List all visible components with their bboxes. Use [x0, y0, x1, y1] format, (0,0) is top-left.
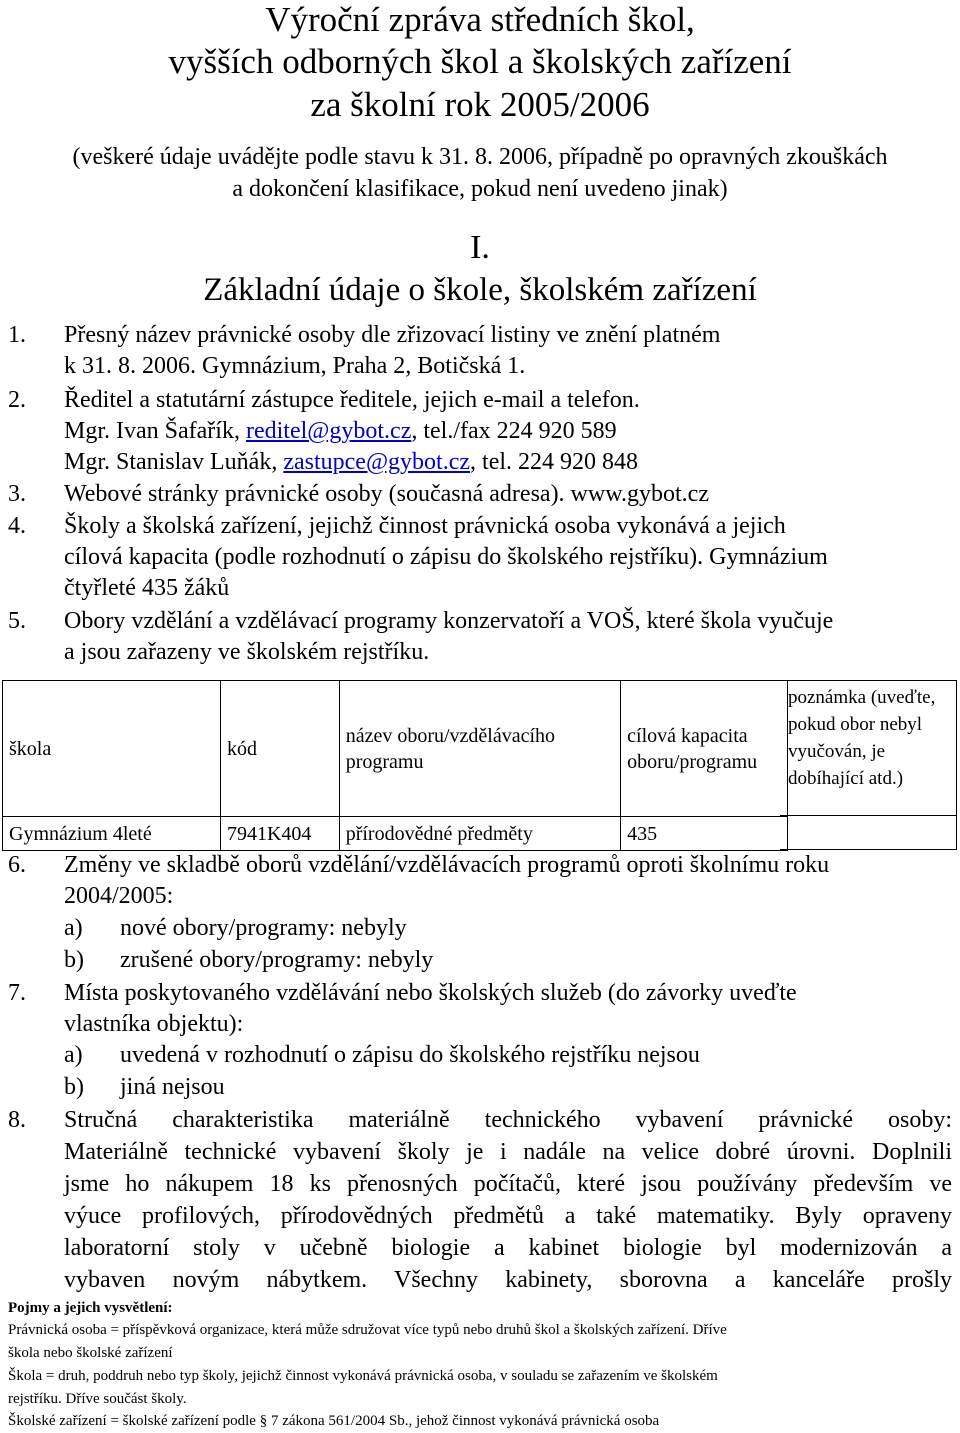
- item-8-line-1: Stručná charakteristika materiálně technického vybavení právnické osoby:: [64, 1107, 952, 1133]
- title-line-2: vyšších odborných škol a školských zařízení: [168, 42, 792, 81]
- director-name: Mgr. Ivan Šafařík,: [64, 418, 246, 444]
- deputy-name: Mgr. Stanislav Luňák,: [64, 449, 284, 475]
- subtitle-line-1: (veškeré údaje uvádějte podle stavu k 31. 8. 2006, případně po opravných zkouškách: [72, 144, 888, 170]
- header-kapacita-line-1: cílová kapacita: [627, 724, 748, 747]
- cell-nazev: přírodovědné předměty: [339, 817, 620, 851]
- item-1-line-1: Přesný název právnické osoby dle zřizovací listiny ve znění platném: [64, 322, 721, 348]
- item-6-line-2: 2004/2005:: [64, 883, 174, 909]
- item-3-number: 3.: [8, 481, 26, 507]
- item-8-line-5: laboratorní stoly v učebně biologie a kabinet biologie byl modernizován a: [64, 1235, 952, 1261]
- item-4-line-2: cílová kapacita (podle rozhodnutí o zápisu do školského rejstříku). Gymnázium: [64, 544, 828, 570]
- footnote-3-line-1: Školské zařízení = školské zařízení podle § 7 zákona 561/2004 Sb., jehož činnost vykonává právnická osoba: [8, 1413, 660, 1429]
- header-kapacita-line-2: oboru/programu: [627, 750, 758, 773]
- item-8-line-6: vybaven novým nábytkem. Všechny kabinety, sborovna a kanceláře prošly: [64, 1267, 952, 1293]
- item-7-b-text: jiná nejsou: [120, 1074, 225, 1100]
- deputy-line: [64, 447, 638, 478]
- item-3-line-1: Webové stránky právnické osoby (současná adresa). www.gybot.cz: [64, 481, 709, 507]
- footnote-1-line-2: škola nebo školské zařízení: [8, 1345, 173, 1361]
- item-6-a-label: a): [64, 915, 83, 941]
- cell-skola: Gymnázium 4leté: [3, 817, 221, 851]
- item-7-line-2: vlastníka objektu):: [64, 1011, 244, 1037]
- item-5-line-1: Obory vzdělání a vzdělávací programy konzervatoří a VOŠ, které škola vyučuje: [64, 608, 834, 634]
- item-8-line-2: Materiálně technické vybavení školy je i nadále na velice dobré úrovni. Doplnili: [64, 1139, 952, 1165]
- header-skola: škola: [3, 681, 221, 817]
- item-6-b-label: b): [64, 947, 84, 973]
- item-7-a-label: a): [64, 1042, 83, 1068]
- obory-table: [2, 680, 788, 851]
- cell-poznamka: [780, 816, 957, 850]
- item-7-line-1: Místa poskytovaného vzdělávání nebo školských služeb (do závorky uveďte: [64, 980, 797, 1006]
- item-6-b-text: zrušené obory/programy: nebyly: [120, 947, 434, 973]
- item-1-number: 1.: [8, 322, 26, 348]
- item-7-b-label: b): [64, 1074, 84, 1100]
- item-4-number: 4.: [8, 513, 26, 539]
- header-kapacita: [621, 681, 788, 817]
- footnote-1-line-1: Právnická osoba = příspěvková organizace, která může sdružovat více typů nebo druhů škol a školských zařízení. Dříve: [8, 1322, 727, 1338]
- header-nazev-line-1: název oboru/vzdělávacího: [345, 724, 556, 747]
- item-5-line-2: a jsou zařazeny ve školském rejstříku.: [64, 639, 430, 665]
- footnote-2-line-2: rejstříku. Dříve součást školy.: [8, 1391, 187, 1407]
- cell-kapacita: 435: [621, 817, 788, 851]
- title-line-1: Výroční zpráva středních škol,: [265, 0, 695, 39]
- header-poznamka: poznámka (uveďte, pokud obor nebyl vyučován, je dobíhající atd.): [780, 680, 957, 816]
- title-line-3: za školní rok 2005/2006: [310, 85, 650, 124]
- item-2-number: 2.: [8, 387, 26, 413]
- header-nazev: [339, 681, 620, 817]
- item-7-a-text: uvedená v rozhodnutí o zápisu do školského rejstříku nejsou: [120, 1042, 700, 1068]
- item-8-line-3: jsme ho nákupem 18 ks přenosných počítačů, které jsou používány především ve: [64, 1171, 952, 1197]
- item-6-a-text: nové obory/programy: nebyly: [120, 915, 407, 941]
- subtitle-line-2: a dokončení klasifikace, pokud není uvedeno jinak): [232, 176, 728, 202]
- item-4-line-3: čtyřleté 435 žáků: [64, 575, 230, 601]
- item-7-number: 7.: [8, 980, 26, 1006]
- item-1-line-2: k 31. 8. 2006. Gymnázium, Praha 2, Botičská 1.: [64, 353, 526, 379]
- header-nazev-line-2: programu: [345, 750, 424, 773]
- deputy-phone: , tel. 224 920 848: [470, 449, 639, 475]
- director-email-link[interactable]: reditel@gybot.cz: [245, 418, 412, 444]
- item-6-number: 6.: [8, 852, 26, 878]
- table-header-row: [3, 681, 788, 817]
- item-6-line-1: Změny ve skladbě oborů vzdělání/vzdělávacích programů oproti školnímu roku: [64, 852, 830, 878]
- section-heading: Základní údaje o škole, školském zařízení: [203, 272, 757, 308]
- cell-kod: 7941K404: [220, 817, 339, 851]
- item-4-line-1: Školy a školská zařízení, jejichž činnost právnická osoba vykonává a jejich: [64, 513, 786, 539]
- item-2-line-1: Ředitel a statutární zástupce ředitele, jejich e-mail a telefon.: [64, 387, 640, 413]
- item-8-line-4: výuce profilových, přírodovědných předmětů a také matematiky. Byly opraveny: [64, 1203, 952, 1229]
- table-row: [3, 817, 788, 851]
- section-number: I.: [470, 229, 490, 266]
- deputy-email-link[interactable]: zastupce@gybot.cz: [283, 449, 471, 475]
- footnote-2-line-1: Škola = druh, poddruh nebo typ školy, jejichž činnost vykonává právnická osoba, v souladu se zařazením ve školském: [8, 1368, 718, 1384]
- item-8-number: 8.: [8, 1107, 26, 1133]
- footnotes-heading: Pojmy a jejich vysvětlení:: [8, 1300, 173, 1316]
- director-phone: , tel./fax 224 920 589: [411, 418, 617, 444]
- item-5-number: 5.: [8, 608, 26, 634]
- director-line: [64, 416, 617, 447]
- header-kod: kód: [220, 681, 339, 817]
